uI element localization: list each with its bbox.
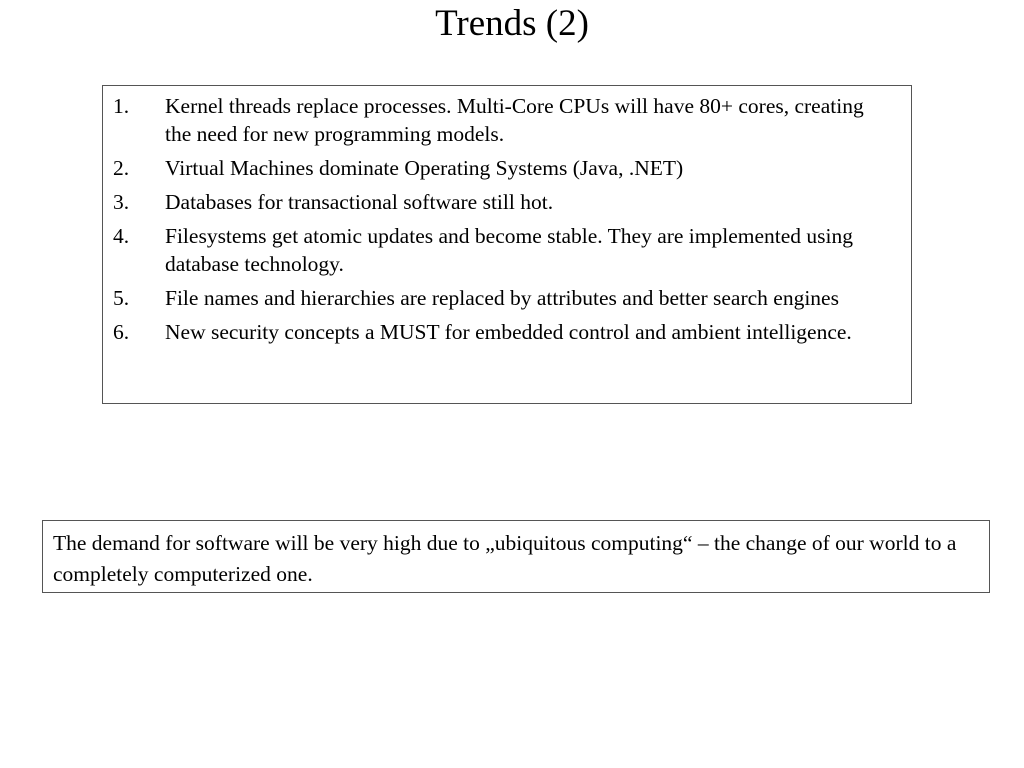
trend-number: 5. (113, 286, 130, 310)
trend-item-6 (113, 318, 891, 346)
trend-text: Virtual Machines dominate Operating Systems (Java, .NET) (165, 156, 684, 180)
trends-list-box (102, 85, 912, 404)
trends-list (103, 86, 911, 346)
trend-item-4 (113, 222, 891, 278)
trend-text: Filesystems get atomic updates and become stable. They are implemented using database technology. (165, 224, 854, 276)
trend-number: 2. (113, 156, 130, 180)
slide-title: Trends (2) (435, 3, 589, 44)
trend-text: Databases for transactional software still hot. (165, 190, 554, 214)
trend-number: 1. (113, 94, 130, 118)
trend-item-1 (113, 92, 891, 148)
note-text: The demand for software will be very high due to „ubiquitous computing“ – the change of our world to a completely computerized one. (53, 531, 957, 586)
trend-item-2 (113, 154, 891, 182)
trend-text: Kernel threads replace processes. Multi-Core CPUs will have 80+ cores, creating the need for new programming models. (165, 94, 864, 146)
trend-item-3 (113, 188, 891, 216)
note-box (42, 520, 990, 593)
trend-number: 3. (113, 190, 130, 214)
trend-text: File names and hierarchies are replaced by attributes and better search engines (165, 286, 839, 310)
trend-text: New security concepts a MUST for embedded control and ambient intelligence. (165, 320, 852, 344)
trend-number: 4. (113, 224, 130, 248)
trend-number: 6. (113, 320, 130, 344)
trend-item-5 (113, 284, 891, 312)
